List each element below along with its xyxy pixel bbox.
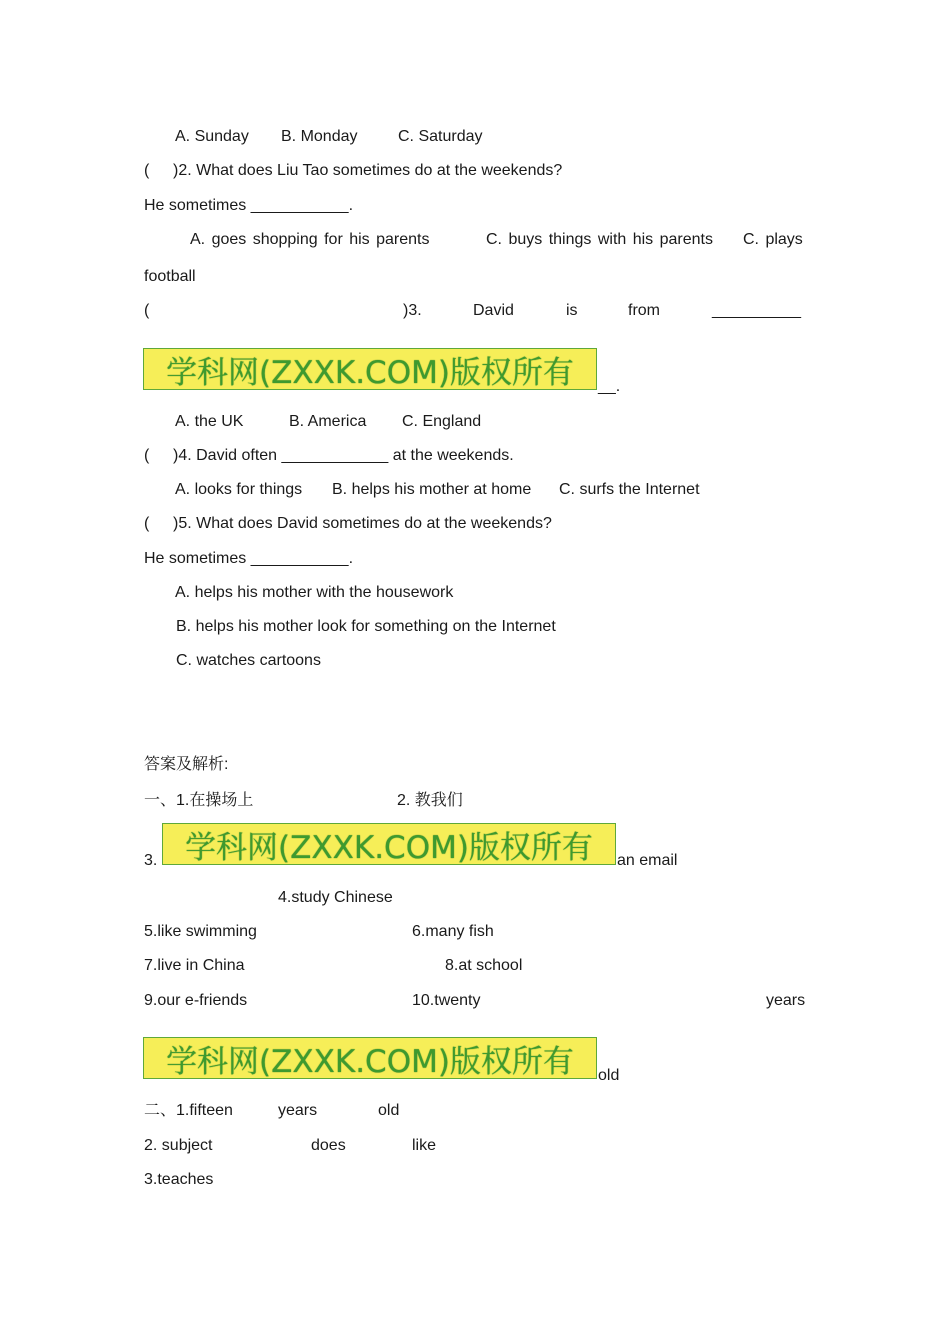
q3-blank-end: __.	[598, 378, 621, 395]
q3-paren: (	[144, 302, 150, 319]
q2-answer-line: He sometimes ___________.	[144, 197, 354, 214]
q5-option-c: C. watches cartoons	[176, 652, 321, 669]
answer-1-4: 4.study Chinese	[278, 889, 393, 906]
q3-option-a: A. the UK	[175, 413, 244, 430]
answers-heading: 答案及解析:	[144, 756, 229, 773]
watermark-3	[143, 1037, 597, 1079]
q4-stem: )4. David often ____________ at the weekends.	[173, 447, 514, 464]
answer-1-8: 8.at school	[445, 957, 523, 974]
answer-2-2-b: does	[311, 1137, 346, 1154]
q2-stem: )2. What does Liu Tao sometimes do at the weekends?	[173, 162, 563, 179]
q4-option-c: C. surfs the Internet	[559, 481, 700, 498]
q3-number: )3.	[403, 302, 422, 319]
q4-option-b: B. helps his mother at home	[332, 481, 532, 498]
q5-option-b: B. helps his mother look for something on the Internet	[176, 618, 556, 635]
q2-option-b: C. buys things with his parents	[486, 231, 713, 248]
q3-option-b: B. America	[289, 413, 367, 430]
q5-paren: (	[144, 515, 150, 532]
q1-option-a: A. Sunday	[175, 128, 249, 145]
answer-2-2-c: like	[412, 1137, 437, 1154]
answer-1-7: 7.live in China	[144, 957, 245, 974]
watermark-1-text: 学科网(ZXXK.COM)版权所有	[166, 354, 574, 390]
q5-stem: )5. What does David sometimes do at the weekends?	[173, 515, 552, 532]
q5-option-a: A. helps his mother with the housework	[175, 584, 454, 601]
q3-word-from: from	[628, 302, 660, 319]
answer-1-10-old: old	[598, 1067, 620, 1084]
q2-option-c-continued: football	[144, 268, 196, 285]
q3-option-c: C. England	[402, 413, 482, 430]
q3-word-david: David	[473, 302, 514, 319]
answer-1-6: 6.many fish	[412, 923, 494, 940]
watermark-3-text: 学科网(ZXXK.COM)版权所有	[166, 1043, 574, 1079]
answer-2-2-a: 2. subject	[144, 1137, 213, 1154]
q4-paren: (	[144, 447, 150, 464]
answer-1-1: 一、1.在操场上	[144, 792, 254, 809]
watermark-2	[162, 823, 616, 865]
q5-answer-line: He sometimes ___________.	[144, 550, 354, 567]
answer-1-10-years: years	[766, 992, 806, 1009]
q1-option-b: B. Monday	[281, 128, 358, 145]
answer-1-3-tail: an email	[617, 852, 678, 869]
answer-1-2: 2. 教我们	[397, 792, 463, 809]
q4-option-a: A. looks for things	[175, 481, 303, 498]
watermark-1	[143, 348, 597, 390]
answer-2-3: 3.teaches	[144, 1171, 214, 1188]
q1-option-c: C. Saturday	[398, 128, 483, 145]
q2-option-c: C. plays	[743, 231, 803, 248]
answer-2-1-b: years	[278, 1102, 318, 1119]
answer-1-3-number: 3.	[144, 852, 158, 869]
q3-blank: __________	[712, 302, 801, 319]
answer-1-9: 9.our e-friends	[144, 992, 248, 1009]
q2-option-a: A. goes shopping for his parents	[190, 231, 430, 248]
answer-1-10: 10.twenty	[412, 992, 481, 1009]
watermark-2-text: 学科网(ZXXK.COM)版权所有	[185, 829, 593, 865]
q3-word-is: is	[566, 302, 578, 319]
answer-2-1-c: old	[378, 1102, 400, 1119]
answer-1-5: 5.like swimming	[144, 923, 257, 940]
answer-2-1-a: 二、1.fifteen	[144, 1102, 233, 1119]
q2-paren: (	[144, 162, 150, 179]
